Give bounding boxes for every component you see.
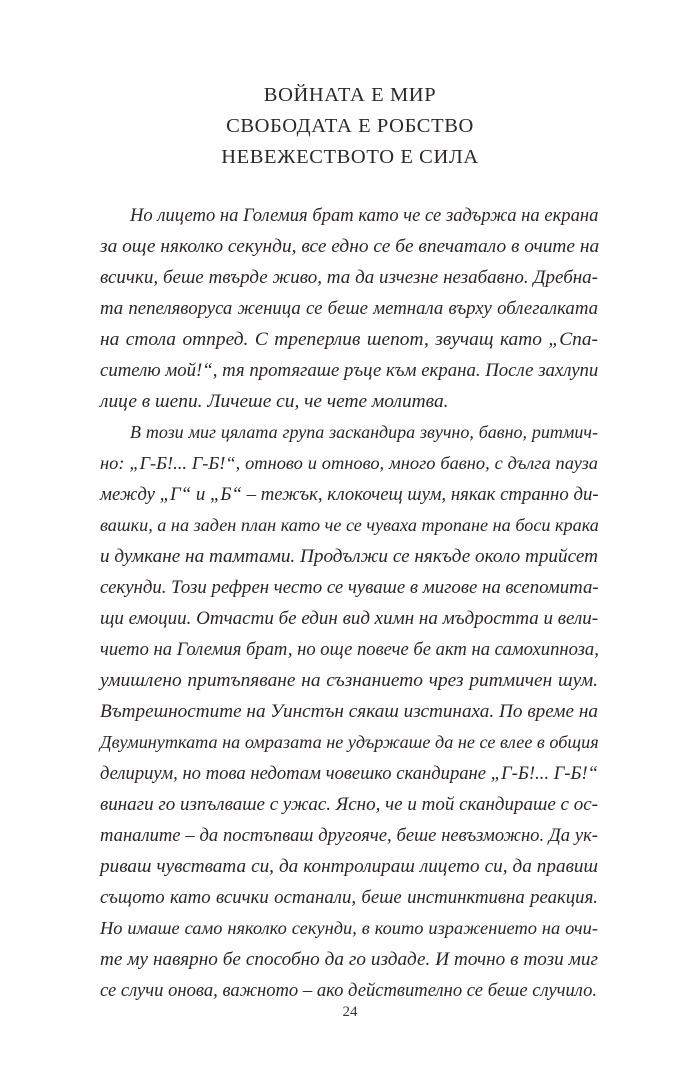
text-line: всички, беше твърде живо, та да изчезне незабавно. Дребна- bbox=[100, 267, 598, 288]
text-line: таналите – да постъпваш другояче, беше невъзможно. Да ук- bbox=[100, 825, 598, 846]
text-line: чието на Големия брат, но още повече бе акт на самохипноза, bbox=[100, 639, 599, 660]
page-number: 24 bbox=[342, 1004, 358, 1020]
text-line: делириум, но това недотам човешко скандиране „Г-Б!... Г-Б!“ bbox=[100, 763, 598, 784]
text-line: секунди. Този рефрен често се чуваше в мигове на всепомита- bbox=[100, 577, 599, 598]
text-line: щи емоции. Отчасти бе един вид химн на мъдростта и вели- bbox=[100, 608, 599, 629]
text-line: вашки, а на заден план като че се чуваха тропане на боси крака bbox=[100, 515, 599, 535]
text-line: риваш чувствата си, да контролираш лицето си, да правиш bbox=[100, 856, 598, 877]
slogan-line: ВОЙНАТА Е МИР bbox=[263, 84, 437, 106]
paragraph-1 bbox=[100, 200, 598, 417]
text-line: та пепеляворуса женица се беше метнала върху облегалката bbox=[100, 298, 598, 319]
text-line: на стола отпред. С треперлив шепот, звучащ като „Спа- bbox=[100, 329, 598, 350]
text-line: но: „Г-Б!... Г-Б!“, отново и отново, много бавно, с дълга пауза bbox=[100, 453, 598, 473]
text-line: и думкане на тамтами. Продължи се някъде около трийсет bbox=[100, 546, 598, 567]
text-line: Но имаше само няколко секунди, в които изражението на очи- bbox=[100, 918, 598, 938]
text-line: същото като всички останали, беше инстинктивна реакция. bbox=[100, 887, 598, 908]
text-line: сителю мой!“, тя протягаше ръце към екрана. После захлупи bbox=[100, 360, 599, 381]
party-slogans bbox=[0, 80, 700, 173]
body-text bbox=[100, 200, 598, 1006]
text-line: винаги го изпълваше с ужас. Ясно, че и той скандираше с ос- bbox=[100, 794, 598, 815]
text-line: лице в шепи. Личеше си, че чете молитва. bbox=[100, 391, 449, 412]
text-line: умишлено притъпяване на съзнанието чрез ритмичен шум. bbox=[100, 670, 598, 691]
slogan-line: НЕВЕЖЕСТВОТО Е СИЛА bbox=[221, 146, 479, 168]
slogan-line: СВОБОДАТА Е РОБСТВО bbox=[226, 115, 474, 137]
text-line: между „Г“ и „Б“ – тежък, клокочещ шум, някак странно ди- bbox=[100, 484, 599, 505]
text-line: Но лицето на Големия брат като че се задържа на екрана bbox=[130, 205, 599, 226]
paragraph-2 bbox=[100, 417, 598, 1006]
text-line: Вътрешностите на Уинстън сякаш изстинаха. По време на bbox=[100, 701, 598, 722]
text-line: В този миг цялата група заскандира звучно, бавно, ритмич- bbox=[130, 422, 598, 442]
text-line: се случи онова, важното – ако действително се беше случило. bbox=[100, 980, 598, 1001]
text-line: за още няколко секунди, все едно се бе впечатало в очите на bbox=[100, 236, 600, 257]
text-line: Двуминутката на омразата не удържаше да не се влее в общия bbox=[100, 732, 599, 752]
text-line: те му навярно бе способно да го издаде. И точно в този миг bbox=[100, 949, 598, 970]
